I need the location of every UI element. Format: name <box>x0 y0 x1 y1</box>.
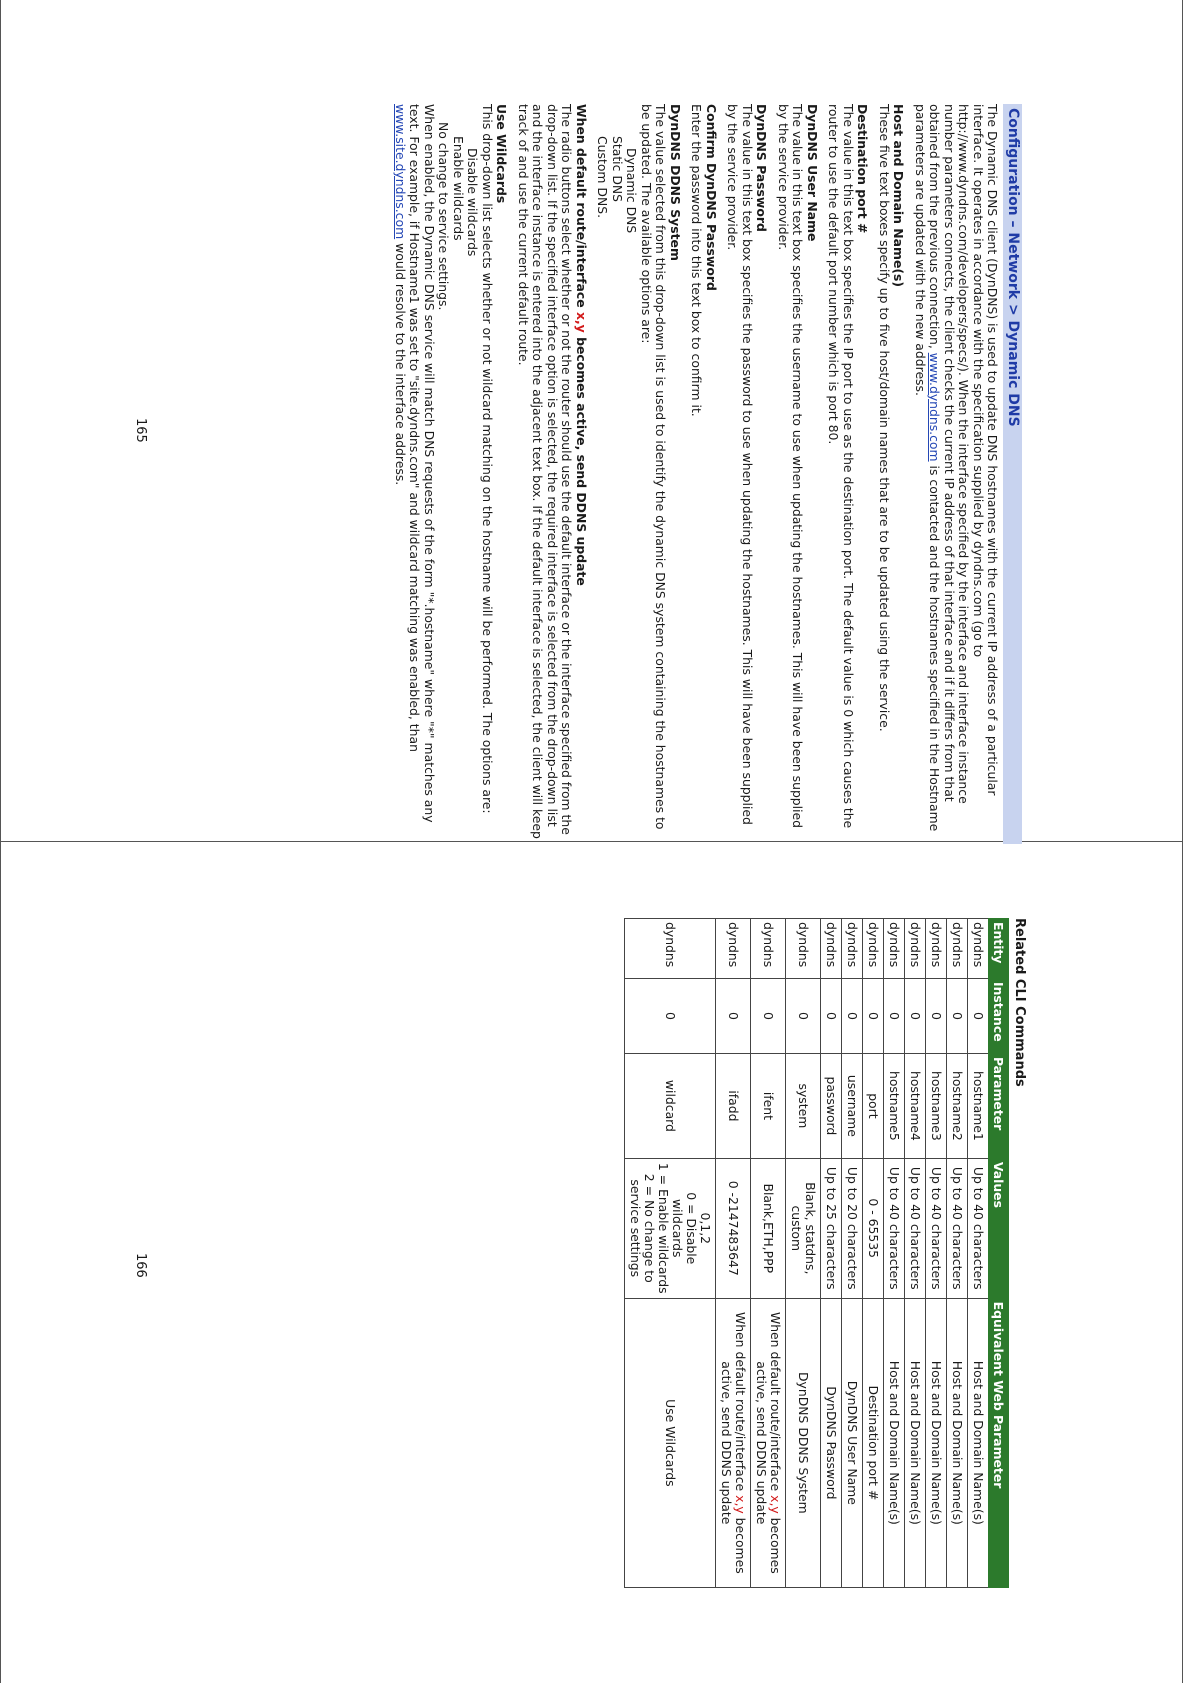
intro-text-2: is contacted and the hostnames specified in the Hostname parameters are updated with the new address. <box>913 104 943 832</box>
destination-port-heading: Destination port # <box>855 104 871 234</box>
wildcards-note <box>393 104 437 844</box>
cell-entity: dyndns <box>751 919 786 979</box>
system-option: Custom DNS. <box>595 136 611 219</box>
cell-entity: dyndns <box>905 919 926 979</box>
default-route-heading-xy: x,y <box>574 311 589 333</box>
cell-instance: 0 <box>926 978 947 1053</box>
default-route-heading-b: becomes active, send DDNS update <box>574 332 589 586</box>
cell-values: Up to 40 characters <box>905 1158 926 1298</box>
wildcards-text: This drop-down list selects whether or not wildcard matching on the hostname will be performed. The options are: <box>480 104 495 814</box>
section-title: Configuration – Network > Dynamic DNS <box>1004 104 1023 844</box>
cell-web-parameter: Host and Domain Name(s) <box>884 1298 905 1587</box>
host-domain-heading: Host and Domain Name(s) <box>891 104 907 288</box>
page-166-content <box>624 918 1027 1618</box>
cell-parameter: hostname4 <box>905 1053 926 1158</box>
user-name-heading: DynDNS User Name <box>805 104 820 242</box>
cell-values: Up to 25 characters <box>821 1158 842 1298</box>
cell-instance: 0 <box>716 978 751 1053</box>
ddns-system-heading: DynDNS DDNS System <box>668 104 683 261</box>
page-number-166: 166 <box>133 1253 148 1278</box>
cell-instance: 0 <box>947 978 968 1053</box>
cell-entity: dyndns <box>884 919 905 979</box>
table-row <box>863 919 884 1588</box>
cell-entity: dyndns <box>786 919 821 979</box>
cell-instance: 0 <box>751 978 786 1053</box>
cell-parameter: wildcard <box>625 1053 716 1158</box>
cell-values: Up to 40 characters <box>968 1158 989 1298</box>
default-route-text: The radio buttons select whether or not the router should use the default interface or the interface specified from the drop-down list. If the specified interface option is selected, the required interface is selected from the drop-down list and the interface instance is entered into the adjacent text box. If the default interface is selected, the client will keep track of and use the current default route. <box>516 104 575 839</box>
password-text: The value in this text box specifies the password to use when updating the hostnames. This will have been supplied by the service provider. <box>725 104 755 825</box>
table-row <box>842 919 863 1588</box>
site-dyndns-link[interactable]: www.site.dyndns.com <box>393 104 408 240</box>
cell-web-parameter: Host and Domain Name(s) <box>905 1298 926 1587</box>
cell-parameter: ifent <box>751 1053 786 1158</box>
wildcards-note-2: would resolve to the interface address. <box>393 243 408 486</box>
value-line: 1 = Enable wildcards <box>656 1162 671 1294</box>
wildcard-option: No change to service settings. <box>436 122 452 311</box>
cell-entity: dyndns <box>863 919 884 979</box>
system-option: Dynamic DNS <box>624 148 640 234</box>
cell-parameter: hostname1 <box>968 1053 989 1158</box>
default-route-heading <box>574 104 589 844</box>
cell-entity: dyndns <box>947 919 968 979</box>
cell-instance: 0 <box>884 978 905 1053</box>
cell-web-parameter: DynDNS DDNS System <box>786 1298 821 1587</box>
col-values: Values <box>989 1158 1009 1298</box>
password-heading: DynDNS Password <box>754 104 770 232</box>
dyndns-link[interactable]: www.dyndns.com <box>927 352 943 462</box>
host-domain-text: These five text boxes specify up to five host/domain names that are to be updated using the service. <box>877 104 892 732</box>
cell-web-parameter: Host and Domain Name(s) <box>947 1298 968 1587</box>
cell-parameter: username <box>842 1053 863 1158</box>
cell-entity: dyndns <box>625 919 716 979</box>
col-instance: Instance <box>989 978 1009 1053</box>
default-route-heading-a: When default route/interface <box>574 104 589 312</box>
cell-entity: dyndns <box>716 919 751 979</box>
cell-parameter: hostname3 <box>926 1053 947 1158</box>
col-entity: Entity <box>989 919 1009 979</box>
table-row <box>751 919 786 1588</box>
cell-parameter: system <box>786 1053 821 1158</box>
table-row <box>926 919 947 1588</box>
wildcards-note-1: When enabled, the Dynamic DNS service will match DNS requests of the form "*.hostname" where "*" matches any text. For example, if Hostname1 was set to "site.dyndns.com" and wildcard matching was enabled, than <box>407 104 437 823</box>
interface-xy-marker: x,y <box>733 1495 748 1514</box>
wildcard-option: Disable wildcards <box>465 148 481 257</box>
cell-parameter: hostname2 <box>947 1053 968 1158</box>
cell-values: Up to 20 characters <box>842 1158 863 1298</box>
interface-xy-marker: x,y <box>768 1495 783 1514</box>
cell-parameter: ifadd <box>716 1053 751 1158</box>
col-parameter: Parameter <box>989 1053 1009 1158</box>
cell-web-parameter: Host and Domain Name(s) <box>926 1298 947 1587</box>
cell-entity: dyndns <box>926 919 947 979</box>
confirm-password-text: Enter the password into this text box to confirm it. <box>689 104 705 417</box>
cell-instance: 0 <box>842 978 863 1053</box>
cell-values: Blank, statdns, custom <box>786 1158 821 1298</box>
cell-web-parameter: When default route/interface x,y becomes active, send DDNS update <box>716 1298 751 1587</box>
cell-instance: 0 <box>968 978 989 1053</box>
cell-instance: 0 <box>905 978 926 1053</box>
cell-parameter: password <box>821 1053 842 1158</box>
table-row <box>716 919 751 1588</box>
wildcard-option: Enable wildcards <box>451 136 466 241</box>
cell-values <box>625 1158 716 1298</box>
cell-web-parameter: DynDNS Password <box>821 1298 842 1587</box>
cell-web-parameter: Use Wildcards <box>625 1298 716 1587</box>
cell-web-parameter: Destination port # <box>863 1298 884 1587</box>
intro-paragraph <box>913 104 1000 844</box>
table-row <box>905 919 926 1588</box>
cell-values: Up to 40 characters <box>884 1158 905 1298</box>
user-name-text: The value in this text box specifies the username to use when updating the hostnames. This will have been supplied by the service provider. <box>776 104 806 829</box>
cell-instance: 0 <box>625 978 716 1053</box>
table-body <box>625 919 989 1588</box>
wildcards-heading: Use Wildcards <box>494 104 510 204</box>
table-row <box>947 919 968 1588</box>
cell-entity: dyndns <box>842 919 863 979</box>
cell-web-parameter: DynDNS User Name <box>842 1298 863 1587</box>
ddns-system-text: The value selected from this drop-down list is used to identify the dynamic DNS system containing the hostnames to be updated. The available options are: <box>639 104 669 830</box>
cell-values: Up to 40 characters <box>926 1158 947 1298</box>
col-web-parameter: Equivalent Web Parameter <box>989 1298 1009 1587</box>
table-row <box>625 919 716 1588</box>
cli-table-title: Related CLI Commands <box>1012 918 1027 1087</box>
page-number-165: 165 <box>133 418 148 443</box>
table-row <box>786 919 821 1588</box>
cli-commands-table <box>624 918 1009 1588</box>
cell-web-parameter: Host and Domain Name(s) <box>968 1298 989 1587</box>
value-line: 2 = No change to service settings <box>628 1173 657 1283</box>
table-row <box>968 919 989 1588</box>
cell-values: 0 -2147483647 <box>716 1158 751 1298</box>
value-line: 0 = Disable wildcards <box>670 1192 699 1265</box>
value-line: 0,1,2 <box>698 1212 713 1245</box>
table-row <box>821 919 842 1588</box>
cell-instance: 0 <box>786 978 821 1053</box>
cell-values: Blank,ETH,PPP <box>751 1158 786 1298</box>
page-165-content <box>393 104 1023 844</box>
cell-instance: 0 <box>863 978 884 1053</box>
cell-web-parameter: When default route/interface x,y becomes active, send DDNS update <box>751 1298 786 1587</box>
system-option: Static DNS <box>610 136 625 203</box>
intro-text-1: The Dynamic DNS client (DynDNS) is used to update DNS hostnames with the current IP address of a particular interface. It operates in accordance with the specification supplied by dyndns.com (go to http://www.dyndns.com/developers/specs/). When the interface specified by the interface and interface instance number parameters connects, the client checks the current IP address of that interface and if it differs from that obtained from the previous connection, <box>927 104 1001 804</box>
cell-parameter: port <box>863 1053 884 1158</box>
cell-values: 0 - 65535 <box>863 1158 884 1298</box>
table-row <box>884 919 905 1588</box>
cell-entity: dyndns <box>968 919 989 979</box>
cell-values: Up to 40 characters <box>947 1158 968 1298</box>
confirm-password-heading: Confirm DynDNS Password <box>704 104 719 291</box>
cell-instance: 0 <box>821 978 842 1053</box>
cell-entity: dyndns <box>821 919 842 979</box>
destination-port-text: The value in this text box specifies the IP port to use as the destination port. The default value is 0 which causes the router to use the default port number which is port 80. <box>826 104 856 829</box>
cell-parameter: hostname5 <box>884 1053 905 1158</box>
table-header-row <box>989 919 1009 1588</box>
